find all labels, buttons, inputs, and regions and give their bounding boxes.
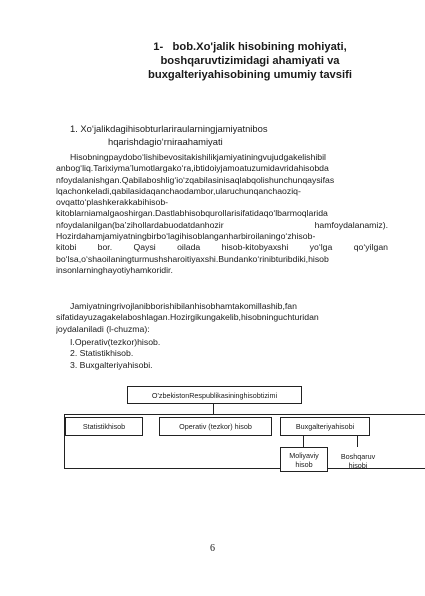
paragraph-line: Hisobningpaydobo‘lishibevositakishilikjamiyatiningvujudgakelishibil — [70, 152, 326, 162]
paragraph-line: insonlarninghayotiyhamkoridir. — [56, 264, 173, 275]
diagram-box-label: Statistikhisob — [82, 422, 126, 431]
diagram-root-box — [127, 386, 302, 404]
list-item: 2. Statistikhisob. — [70, 348, 134, 359]
diagram-box-statistical — [65, 417, 143, 436]
chapter-title — [120, 40, 380, 83]
paragraph-line: kitobi bor. Qaysi oilada hisob-kitobyaxshi yo‘lga qo‘yilgan — [56, 242, 388, 253]
diagram-box-accounting — [280, 417, 370, 436]
subsection-line2: hqarishdagio‘rniraahamiyati — [108, 135, 223, 147]
list-item: 3. Buxgalteriyahisobi. — [70, 359, 153, 370]
diagram-root-label: O'zbekistonRespublikasininghisobtizimi — [151, 390, 278, 400]
accounting-types-list — [70, 337, 160, 371]
diagram-box-financial — [280, 447, 328, 472]
chapter-title-line3: buxgalteriyahisobining umumiy tavsifi — [148, 69, 352, 82]
diagram-label-management: Boshqaruv hisobi — [340, 452, 376, 470]
subsection-heading — [70, 123, 400, 148]
chapter-number: 1- — [153, 41, 164, 53]
subsection-line1: 1. Xo‘jalikdagihisobturlariraularningjamiyatnibos — [70, 123, 268, 134]
diagram-box-label: Operativ (tezkor) hisob — [179, 422, 252, 431]
diagram-connector — [64, 414, 425, 415]
list-item: I.Operativ(tezkor)hisob. — [70, 337, 161, 347]
diagram-box-operative — [159, 417, 272, 436]
paragraph-line: bo‘lsa,o‘shaoilaningturmushsharoitiyaxshi.Bundanko‘rinibturibdiki,hisob — [56, 253, 329, 264]
paragraph-line: nfoydalanilgan(ba’zihollardabuodatdanhozir hamfoydalanamiz). — [56, 219, 388, 230]
diagram-box-label: Moliyaviy hisob — [289, 450, 319, 469]
paragraph-line: joydalaniladi (l-chuzma): — [56, 323, 150, 334]
diagram-box-label: Buxgalteriyahisobi — [295, 422, 355, 431]
page-number: 6 — [210, 543, 215, 554]
chapter-title-line2: boshqaruvtizimidagi ahamiyati va — [160, 55, 340, 68]
paragraph-line: lqachonkeladi,qabilasidaqanchaodambor,ularuchunqanchaoziq- — [56, 185, 301, 196]
diagram-connector — [357, 435, 358, 447]
paragraph-line: ovqatto‘plashkerakkabihisob- — [56, 197, 169, 208]
paragraph-line: nfoydalanishgan.Qabilaboshlig‘io‘zqabilasinisaqlabqolishunchunqaysifas — [56, 174, 335, 185]
paragraph-1 — [56, 152, 388, 276]
paragraph-line: kitoblarniamalgaoshirgan.Dastlabhisobqurollarisifatidaqo‘lbarmoqlarida — [56, 208, 328, 219]
paragraph-line: anbog‘liq.Tarixiyma’lumotlargako‘ra,ibtidoiyjamoatuzumidavridahisobda — [56, 163, 329, 174]
paragraph-line: sifatidayuzagakelaboshlagan.Hozirgikungakelib,hisobninguchturidan — [56, 312, 319, 323]
paragraph-line: Jamiyatningrivojlanibborishibilanhisobhamtakomillashib,fan — [70, 301, 297, 311]
paragraph-line: Hozirdahamjamiyatningbirbo‘lagihisoblanganharbiroilaningo‘zhisob- — [56, 231, 316, 242]
chapter-title-line1: bob.Xo'jalik hisobining mohiyati, — [172, 41, 347, 53]
paragraph-2 — [56, 301, 388, 335]
diagram-connector — [303, 435, 304, 447]
